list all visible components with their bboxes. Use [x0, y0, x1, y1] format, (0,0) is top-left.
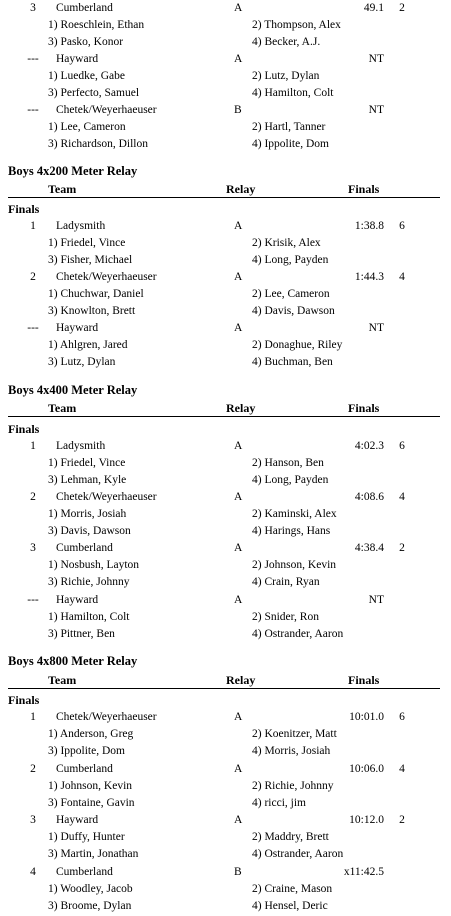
- round-label: Finals: [8, 422, 40, 436]
- team-name: Cumberland: [56, 866, 113, 878]
- relay-letter: A: [234, 763, 243, 775]
- relay-header: Relay: [226, 182, 256, 196]
- runner: 2) Johnson, Kevin: [252, 559, 337, 571]
- runner: 2) Thompson, Alex: [252, 19, 341, 31]
- relay-letter: A: [234, 594, 243, 606]
- column-header: [0, 400, 440, 416]
- runner: 2) Hanson, Ben: [252, 457, 324, 469]
- relay-letter: A: [234, 542, 243, 554]
- runner: 4) Hamilton, Colt: [252, 87, 334, 99]
- runner: 4) Crain, Ryan: [252, 576, 320, 588]
- place: 3: [30, 2, 36, 14]
- runner: 3) Lutz, Dylan: [48, 356, 116, 368]
- runner: 3) Martin, Jonathan: [48, 848, 139, 860]
- runner: 2) Snider, Ron: [252, 611, 319, 623]
- finals-header: Finals: [348, 182, 380, 196]
- runner: 4) Ostrander, Aaron: [252, 848, 344, 860]
- round-label: Finals: [8, 693, 40, 707]
- runner: 4) Ostrander, Aaron: [252, 628, 344, 640]
- team-name: Cumberland: [56, 542, 113, 554]
- team-header: Team: [48, 673, 77, 687]
- runner: 1) Hamilton, Colt: [48, 611, 130, 623]
- team-name: Cumberland: [56, 763, 113, 775]
- runner: 1) Johnson, Kevin: [48, 780, 133, 792]
- team-name: Hayward: [56, 322, 99, 334]
- team-name: Chetek/Weyerhaeuser: [56, 491, 157, 503]
- runner: 4) ricci, jim: [252, 797, 306, 809]
- runner: 1) Nosbush, Layton: [48, 559, 140, 571]
- runner: 3) Pittner, Ben: [48, 628, 115, 640]
- runner: 4) Davis, Dawson: [252, 305, 335, 317]
- runner: 1) Friedel, Vince: [48, 237, 126, 249]
- final-mark: 4:02.3: [354, 440, 384, 452]
- runner: 4) Long, Payden: [252, 474, 329, 486]
- runner: 1) Chuchwar, Daniel: [48, 288, 144, 300]
- runner: 1) Luedke, Gabe: [48, 70, 125, 82]
- points: 6: [399, 440, 405, 452]
- final-mark: x11:42.5: [343, 866, 384, 878]
- runner: 1) Duffy, Hunter: [48, 831, 125, 843]
- header-rule: [8, 416, 440, 417]
- runner: 2) Hartl, Tanner: [252, 121, 326, 133]
- points: 4: [399, 271, 405, 283]
- runner: 3) Pasko, Konor: [48, 36, 124, 48]
- final-mark: NT: [368, 322, 384, 334]
- runner: 3) Davis, Dawson: [48, 525, 131, 537]
- relay-letter: B: [234, 866, 242, 878]
- team-name: Chetek/Weyerhaeuser: [56, 104, 157, 116]
- runner: 2) Krisik, Alex: [252, 237, 321, 249]
- event-title: Boys 4x200 Meter Relay: [8, 164, 138, 178]
- relay-letter: A: [234, 711, 243, 723]
- runner: 1) Friedel, Vince: [48, 457, 126, 469]
- runner: 1) Anderson, Greg: [48, 728, 134, 740]
- points: 2: [399, 814, 405, 826]
- runner: 3) Fontaine, Gavin: [48, 797, 135, 809]
- runner: 2) Richie, Johnny: [252, 780, 334, 792]
- points: 6: [399, 220, 405, 232]
- place: ---: [27, 322, 39, 334]
- place: 1: [30, 711, 36, 723]
- final-mark: 10:12.0: [349, 814, 384, 826]
- runner: 3) Fisher, Michael: [48, 254, 133, 266]
- final-mark: 49.1: [363, 2, 384, 14]
- points: 4: [399, 763, 405, 775]
- relay-letter: A: [234, 53, 243, 65]
- column-header: [0, 181, 440, 197]
- runner: 4) Harings, Hans: [252, 525, 331, 537]
- final-mark: 1:44.3: [354, 271, 384, 283]
- points: 6: [399, 711, 405, 723]
- place: 2: [30, 491, 36, 503]
- final-mark: NT: [368, 104, 384, 116]
- team-name: Hayward: [56, 594, 99, 606]
- points: 4: [399, 491, 405, 503]
- finals-header: Finals: [348, 673, 380, 687]
- relay-letter: A: [234, 271, 243, 283]
- team-name: Hayward: [56, 814, 99, 826]
- runner: 3) Ippolite, Dom: [48, 745, 125, 757]
- runner: 4) Buchman, Ben: [252, 356, 333, 368]
- runner: 3) Lehman, Kyle: [48, 474, 127, 486]
- relay-letter: A: [234, 2, 243, 14]
- final-mark: NT: [368, 53, 384, 65]
- runner: 3) Knowlton, Brett: [48, 305, 136, 317]
- runner: 1) Ahlgren, Jared: [48, 339, 128, 351]
- header-rule: [8, 688, 440, 689]
- round-label: Finals: [8, 202, 40, 216]
- event-title: Boys 4x400 Meter Relay: [8, 383, 138, 397]
- place: ---: [27, 104, 39, 116]
- place: ---: [27, 53, 39, 65]
- runner: 3) Richie, Johnny: [48, 576, 130, 588]
- relay-letter: A: [234, 491, 243, 503]
- relay-letter: B: [234, 104, 242, 116]
- runner: 4) Hensel, Deric: [252, 900, 328, 912]
- place: 2: [30, 763, 36, 775]
- runner: 4) Long, Payden: [252, 254, 329, 266]
- place: 3: [30, 814, 36, 826]
- final-mark: 10:06.0: [349, 763, 384, 775]
- place: 1: [30, 440, 36, 452]
- runner: 2) Donaghue, Riley: [252, 339, 343, 351]
- relay-letter: A: [234, 220, 243, 232]
- runner: 2) Kaminski, Alex: [252, 508, 337, 520]
- runner: 1) Roeschlein, Ethan: [48, 19, 145, 31]
- final-mark: NT: [368, 594, 384, 606]
- runner: 4) Becker, A.J.: [252, 36, 321, 48]
- final-mark: 4:38.4: [354, 542, 384, 554]
- team-name: Chetek/Weyerhaeuser: [56, 711, 157, 723]
- relay-letter: A: [234, 440, 243, 452]
- team-name: Ladysmith: [56, 440, 106, 452]
- column-header: [0, 672, 440, 688]
- place: ---: [27, 594, 39, 606]
- place: 4: [30, 866, 36, 878]
- final-mark: 10:01.0: [349, 711, 384, 723]
- final-mark: 4:08.6: [354, 491, 384, 503]
- runner: 1) Morris, Josiah: [48, 508, 127, 520]
- runner: 3) Broome, Dylan: [48, 900, 132, 912]
- team-name: Hayward: [56, 53, 99, 65]
- relay-header: Relay: [226, 401, 256, 415]
- team-header: Team: [48, 401, 77, 415]
- runner: 4) Ippolite, Dom: [252, 138, 329, 150]
- team-name: Chetek/Weyerhaeuser: [56, 271, 157, 283]
- runner: 2) Lutz, Dylan: [252, 70, 320, 82]
- header-rule: [8, 197, 440, 198]
- relay-header: Relay: [226, 673, 256, 687]
- team-name: Ladysmith: [56, 220, 106, 232]
- runner: 2) Koenitzer, Matt: [252, 728, 337, 740]
- points: 2: [399, 542, 405, 554]
- team-name: Cumberland: [56, 2, 113, 14]
- runner: 2) Maddry, Brett: [252, 831, 329, 843]
- runner: 3) Perfecto, Samuel: [48, 87, 140, 99]
- runner: 3) Richardson, Dillon: [48, 138, 148, 150]
- place: 1: [30, 220, 36, 232]
- place: 3: [30, 542, 36, 554]
- runner: 1) Woodley, Jacob: [48, 883, 133, 895]
- runner: 2) Lee, Cameron: [252, 288, 330, 300]
- final-mark: 1:38.8: [354, 220, 384, 232]
- team-header: Team: [48, 182, 77, 196]
- relay-letter: A: [234, 322, 243, 334]
- runner: 1) Lee, Cameron: [48, 121, 126, 133]
- runner: 4) Morris, Josiah: [252, 745, 331, 757]
- place: 2: [30, 271, 36, 283]
- relay-letter: A: [234, 814, 243, 826]
- finals-header: Finals: [348, 401, 380, 415]
- runner: 2) Craine, Mason: [252, 883, 333, 895]
- event-title: Boys 4x800 Meter Relay: [8, 654, 138, 668]
- points: 2: [399, 2, 405, 14]
